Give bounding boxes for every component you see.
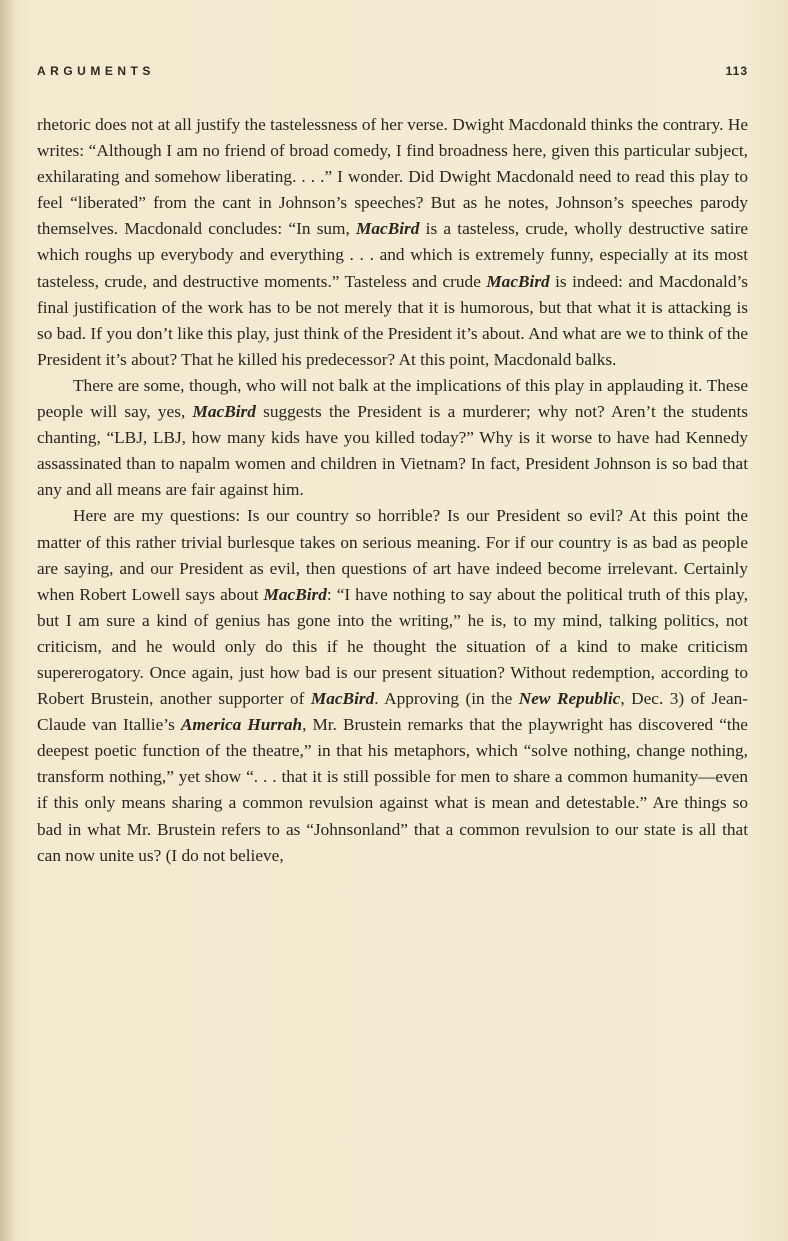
page-number: 113 — [725, 64, 748, 78]
italic-title: MacBird — [192, 402, 256, 422]
text-run: Here are my questions: Is our country so horrible? Is our President so evil? At this point the matter of this rather trivial burlesque takes on serious meaning. For if our country is as bad as people are saying, and our President as evil, then questions of art have indeed become irrelevant. Certainly when Robert Lowell says about — [37, 506, 748, 604]
italic-title: New Republic — [518, 689, 621, 709]
paragraph — [37, 373, 748, 503]
gutter-shadow — [0, 0, 14, 1241]
text-run: rhetoric does not at all justify the tastelessness of her verse. Dwight Macdonald thinks the contrary. He writes: “Although I am no friend of broad comedy, I find broadness here, given this particular subject, exhilarating and somehow liberating. . . .” I wonder. Did Dwight Macdonald need to read this play to feel “liberated” from the cant in Johnson’s speeches? But as he notes, Johnson’s speeches parody themselves. Macdonald concludes: “In sum, — [37, 115, 748, 239]
text-run: is a tasteless, crude, wholly destructive satire which roughs up everybody and everything . . . and which is extremely funny, especially at its most tasteless, crude, and destructive moments.” Tasteless and crude — [37, 219, 749, 291]
italic-title: MacBird — [356, 219, 420, 239]
paragraph — [37, 503, 748, 868]
italic-title: MacBird — [263, 584, 327, 604]
text-run: , Dec. 3) of Jean-Claude van Itallie’s — [37, 689, 749, 735]
italic-title: MacBird — [486, 271, 550, 291]
text-run: : “I have nothing to say about the political truth of this play, but I am sure a kind of genius has gone into the writing,” he is, to my mind, talking politics, not criticism, and he would only do this if he thought the situation of a kind to make criticism supererogatory. Once again, just how bad is our present situation? Without redemption, according to Robert Brustein, another supporter of — [37, 584, 749, 709]
italic-title: America Hurrah — [180, 715, 303, 735]
running-head-title: ARGUMENTS — [37, 64, 155, 78]
paragraph — [37, 112, 748, 373]
body-text — [37, 112, 748, 869]
text-run: is indeed: and Macdonald’s final justification of the work has to be not merely that it is humorous, but that what it is attacking is so bad. If you don’t like this play, just think of the President it’s about. And what are we to think of the President it’s about? That he killed his predecessor? At this point, Macdonald balks. — [37, 271, 749, 369]
text-run: There are some, though, who will not balk at the implications of this play in applauding it. These people will say, yes, — [37, 375, 748, 422]
text-run: suggests the President is a murderer; why not? Aren’t the students chanting, “LBJ, LBJ, how many kids have you killed today?” Why is it worse to have had Kennedy assassinated than to napalm women and children in Vietnam? In fact, President Johnson is so bad that any and all means are fair against him. — [37, 402, 748, 500]
running-head — [37, 64, 748, 84]
italic-title: MacBird — [310, 689, 375, 709]
text-run: . Approving (in the — [374, 689, 519, 709]
text-run: , Mr. Brustein remarks that the playwright has discovered “the deepest poetic function of the theatre,” in that his metaphors, which “solve nothing, change nothing, transform nothing,” yet show “. . . that it is still possible for men to share a common humanity—even if this only means sharing a common revulsion against what is mean and detestable.” Are things so bad in what Mr. Brustein refers to as “Johnsonland” that a common revulsion to our state is all that can now unite us? (I do not believe, — [37, 715, 748, 865]
